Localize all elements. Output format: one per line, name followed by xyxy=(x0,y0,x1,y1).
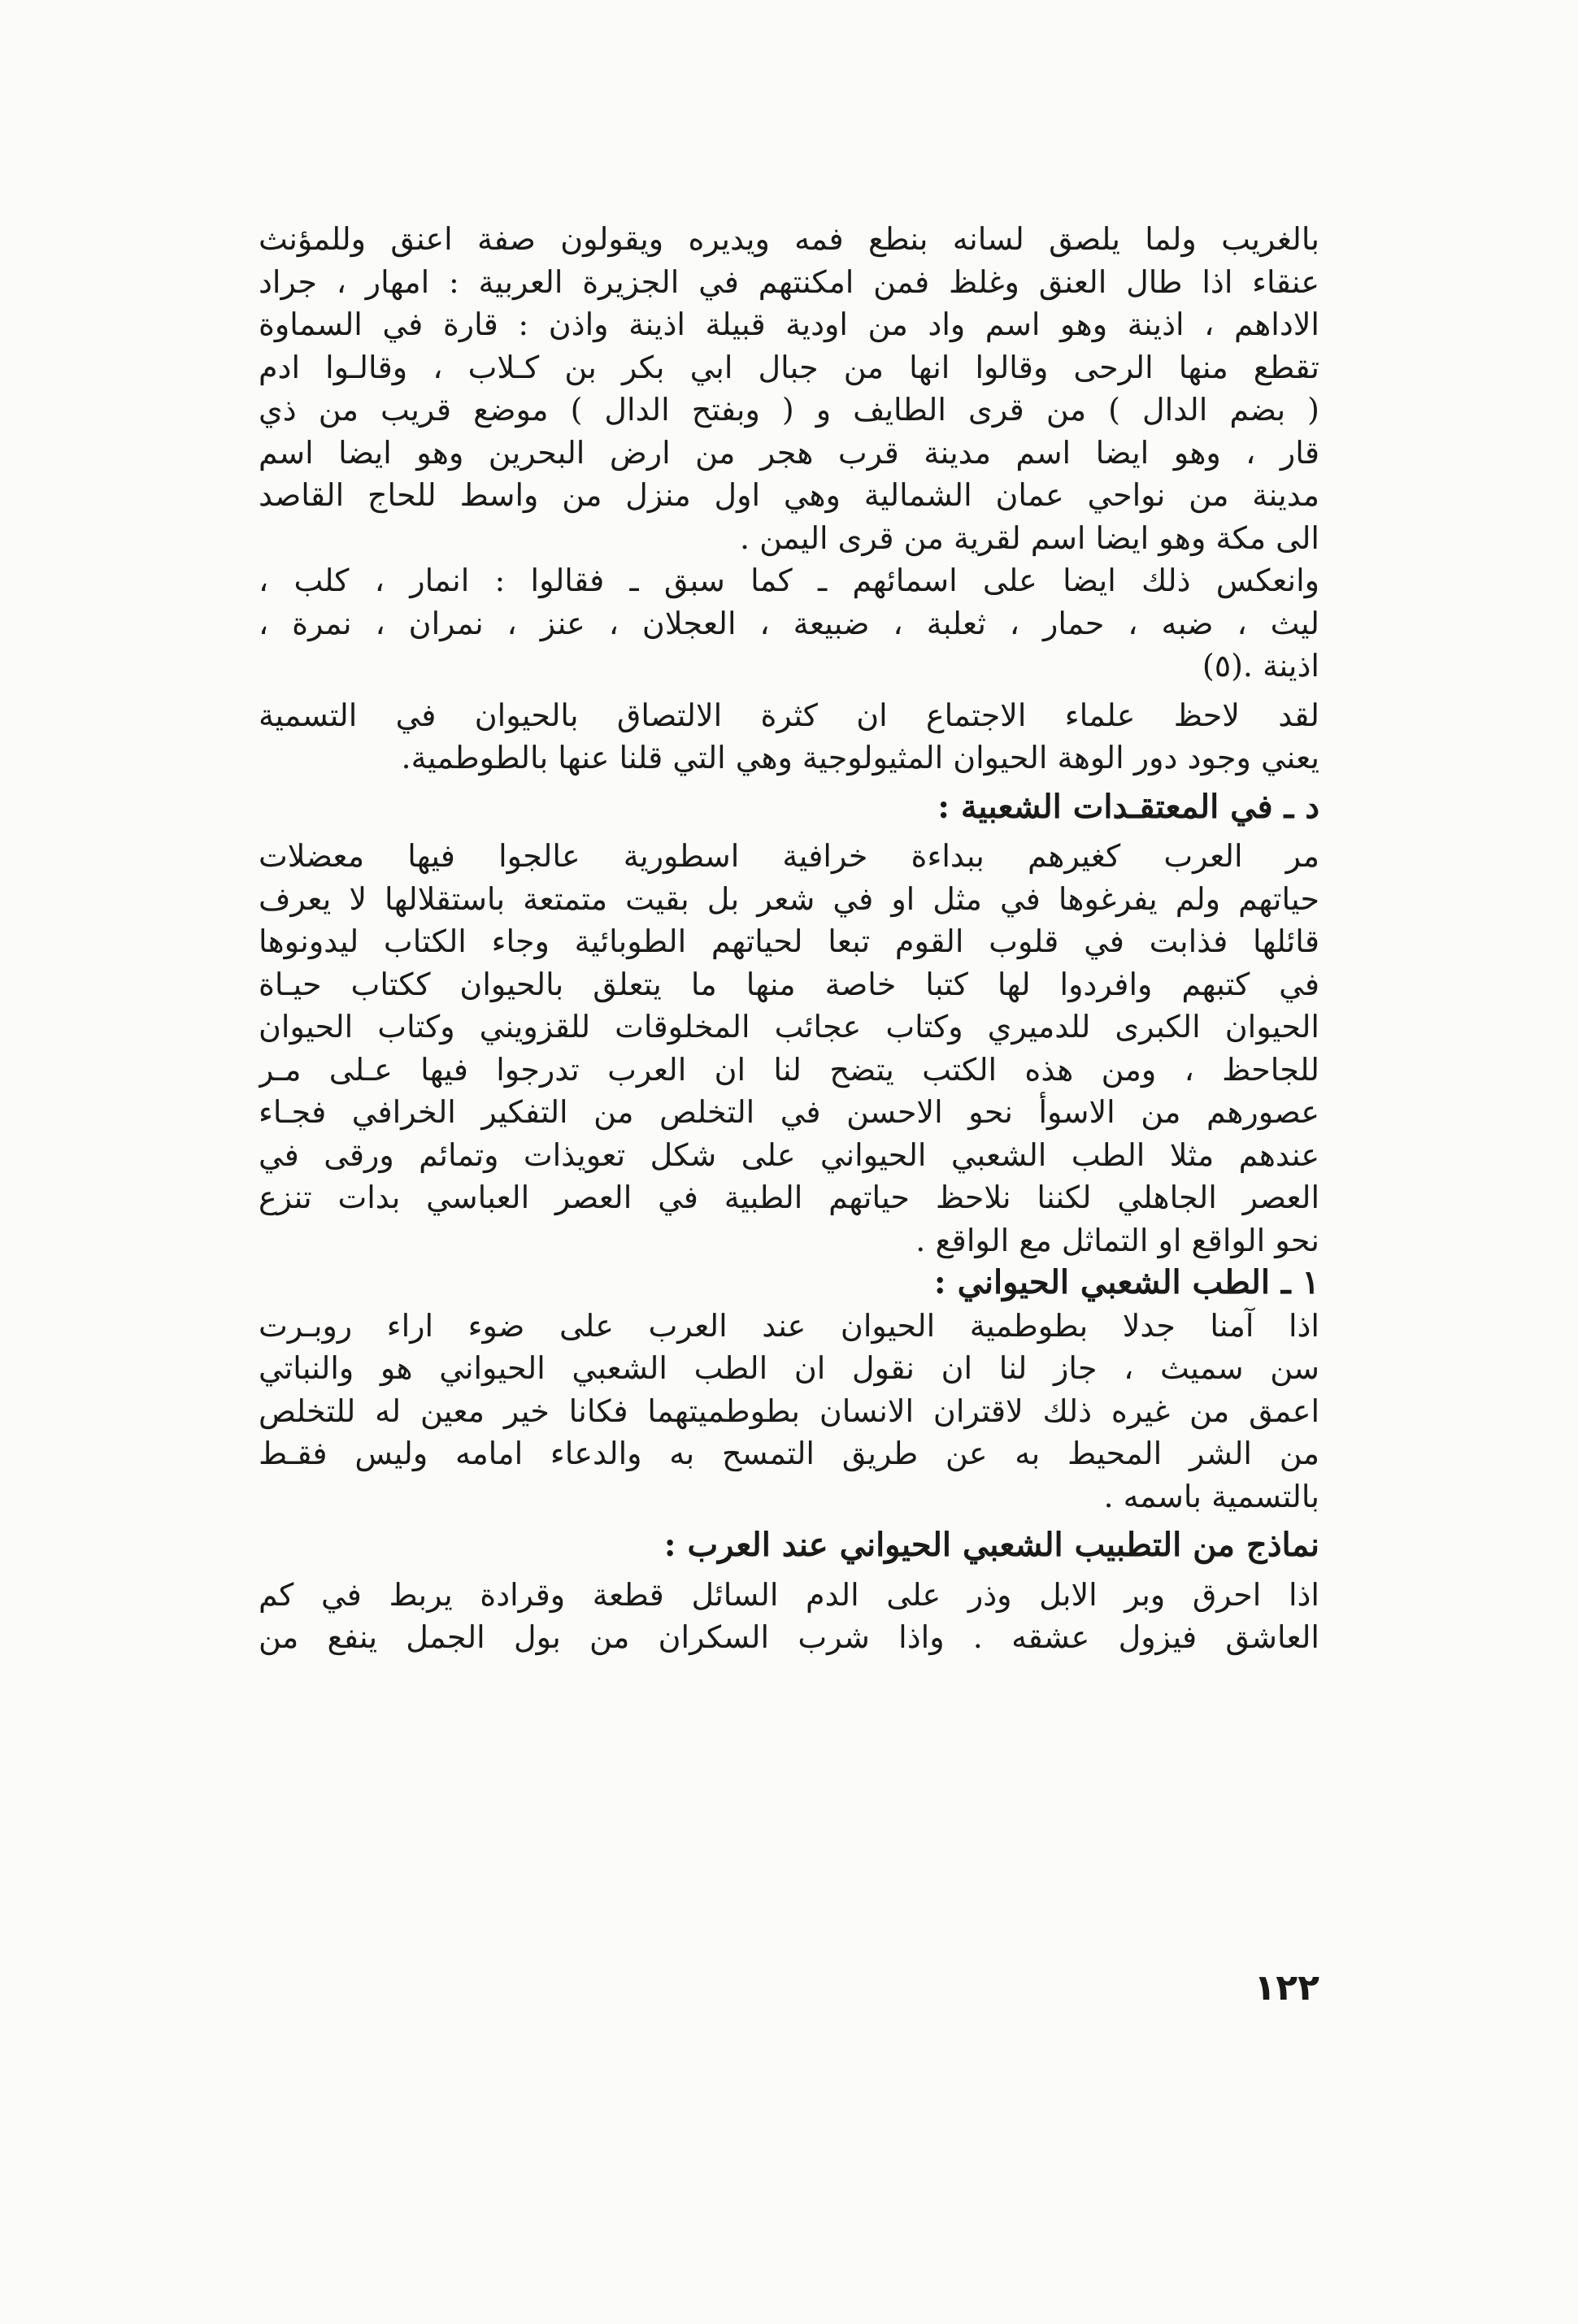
text-line: الاداهم ، اذينة وهو اسم واد من اودية قبيلة اذينة واذن : قارة في السماوة xyxy=(259,306,1319,342)
text-line: ( بضم الدال ) من قرى الطايف و ( وبفتح الدال ) موضع قريب من ذي xyxy=(259,392,1319,428)
text-line: لقد لاحظ علماء الاجتماع ان كثرة الالتصاق بالحيوان في التسمية xyxy=(259,697,1319,733)
paragraph-4 xyxy=(259,835,1319,1262)
paragraph-6 xyxy=(259,1574,1319,1659)
text-line: بالغريب ولما يلصق لسانه بنطع فمه ويديره ويقولون صفة اعنق وللمؤنث xyxy=(259,221,1319,257)
text-line: يعني وجود دور الوهة الحيوان المثيولوجية وهي التي قلنا عنها بالطوطمية. xyxy=(401,740,1319,775)
text-line: اذا احرق وبر الابل وذر على الدم السائل قطعة وقرادة يربط في كم xyxy=(259,1576,1319,1613)
text-line: عصورهم من الاسوأ نحو الاحسن في التخلص من التفكير الخرافي فجـاء xyxy=(259,1094,1319,1130)
text-line: بالتسمية باسمه . xyxy=(1103,1478,1319,1514)
text-line: ليث ، ضبه ، حمار ، ثعلبة ، ضبيعة ، العجلان ، عنز ، نمران ، نمرة ، xyxy=(259,605,1319,641)
text-line: الى مكة وهو ايضا اسم لقرية من قرى اليمن . xyxy=(739,519,1319,556)
text-line: قائلها فذابت في قلوب القوم تبعا لحياتهم الطوبائية وجاء الكتاب ليدونوها xyxy=(259,923,1319,959)
text-line: مدينة من نواحي عمان الشمالية وهي اول منزل من واسط للحاج القاصد xyxy=(259,477,1319,513)
paragraph-5 xyxy=(259,1305,1319,1518)
page-body xyxy=(259,218,1319,1659)
text-line: اعمق من غيره ذلك لاقتران الانسان بطوطميتهما فكانا خير معين له للتخلص xyxy=(259,1392,1319,1429)
text-line: في كتبهم وافردوا لها كتبا خاصة منها ما يتعلق بالحيوان ككتاب حيـاة xyxy=(259,966,1319,1002)
text-line: اذينة .(٥) xyxy=(1202,648,1319,684)
text-line: سن سميث ، جاز لنا ان نقول ان الطب الشعبي الحيواني هو والنباتي xyxy=(259,1350,1319,1386)
text-line: العاشق فيزول عشقه . واذا شرب السكران من بول الجمل ينفع من xyxy=(259,1619,1319,1655)
section-heading-folk-medicine: ١ ـ الطب الشعبي الحيواني : xyxy=(933,1263,1319,1301)
text-line: عندهم مثلا الطب الشعبي الحيواني على شكل تعويذات وتمائم ورقى في xyxy=(259,1136,1319,1173)
text-line: الحيوان الكبرى للدميري وكتاب عجائب المخلوقات للقزويني وكتاب الحيوان xyxy=(259,1009,1319,1045)
text-line: العصر الجاهلي لكننا نلاحظ حياتهم الطبية في العصر العباسي بدات تنزع xyxy=(259,1179,1319,1215)
text-line: مر العرب كغيرهم ببداءة خرافية اسطورية عالجوا فيها معضلات xyxy=(259,838,1319,874)
section-heading-models: نماذج من التطبيب الشعبي الحيواني عند العرب : xyxy=(663,1526,1319,1564)
text-line: حياتهم ولم يفرغوها في مثل او في شعر بل بقيت متمتعة باستقلالها لا يعرف xyxy=(259,880,1319,917)
section-heading-beliefs: د ـ في المعتقـدات الشعبية : xyxy=(937,787,1319,826)
paragraph-2 xyxy=(259,559,1319,688)
text-line: تقطع منها الرحى وقالوا انها من جبال ابي بكر بن كـلاب ، وقالـوا ادم xyxy=(259,349,1319,385)
text-line: قار ، وهو ايضا اسم مدينة قرب هجر من ارض البحرين وهو ايضا اسم xyxy=(259,434,1319,471)
text-line: من الشر المحيط به عن طريق التمسح به والدعاء امامه وليس فقـط xyxy=(259,1436,1319,1471)
text-line: للجاحظ ، ومن هذه الكتب يتضح لنا ان العرب تدرجوا فيها عـلى مـر xyxy=(259,1051,1319,1088)
text-line: وانعكس ذلك ايضا على اسمائهم ـ كما سبق ـ فقالوا : انمار ، كلب ، xyxy=(259,563,1319,598)
text-line: نحو الواقع او التماثل مع الواقع . xyxy=(915,1222,1319,1258)
paragraph-3 xyxy=(259,694,1319,780)
paragraph-1 xyxy=(259,218,1319,559)
page-number: ١٢٢ xyxy=(1254,1967,1319,2009)
text-line: اذا آمنا جدلا بطوطمية الحيوان عند العرب على ضوء اراء روبـرت xyxy=(259,1307,1319,1344)
text-line: عنقاء اذا طال العنق وغلظ فمن امكنتهم في الجزيرة العربية : امهار ، جراد xyxy=(259,263,1319,300)
